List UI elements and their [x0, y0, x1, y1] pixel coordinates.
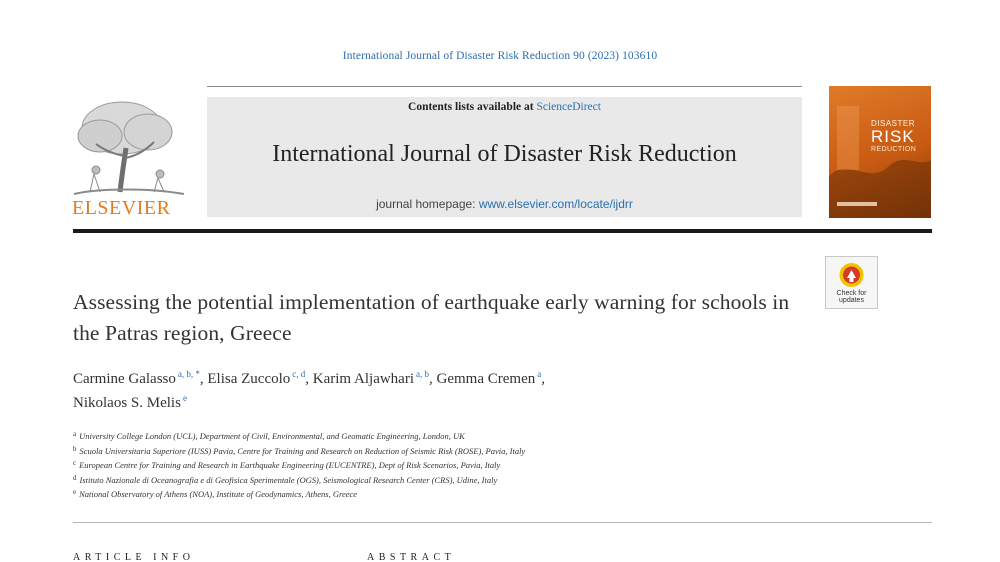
contents-line — [207, 101, 802, 113]
article-info-heading: ARTICLE INFO — [73, 552, 195, 562]
affiliation-text: National Observatory of Athens (NOA), Institute of Geodynamics, Athens, Greece — [79, 489, 358, 499]
affiliation-text: Istituto Nazionale di Oceanografia e di Geofisica Sperimentale (OGS), Seismological Research Center (CRS), Udine, Italy — [79, 474, 498, 485]
affiliation-mark: c — [73, 459, 77, 467]
journal-homepage-link[interactable]: www.elsevier.com/locate/ijdrr — [478, 197, 633, 211]
affiliation-item — [73, 429, 893, 444]
affiliation-mark: d — [73, 473, 77, 482]
article-title: Assessing the potential implementation of earthquake early warning for schools in the Patras region, Greece — [73, 290, 790, 345]
affiliation-item — [73, 458, 893, 473]
affiliation-text: Scuola Universitaria Superiore (IUSS) Pavia, Centre for Training and Research on Reduction of Seismic Risk (ROSE), Pavia, Italy — [79, 445, 526, 456]
author-affiliation-marks[interactable]: c, d — [292, 369, 306, 379]
cover-title-line1: DISASTER — [871, 119, 916, 128]
journal-name: International Journal of Disaster Risk Reduction — [272, 141, 737, 167]
homepage-prefix: journal homepage: — [376, 197, 479, 211]
affiliation-text: University College London (UCL), Department of Civil, Environmental, and Geomatic Engineering, London, UK — [79, 431, 465, 441]
sciencedirect-link[interactable]: ScienceDirect — [536, 101, 601, 113]
author-list: Carmine Galasso $^{a, b, *}$, Elisa Zuccolo $^{c, d}$, Karim Aljawhari $^{a, b}$, Gemma Cremen $^a$, Nikolaos S. Melis $^e$ — [73, 369, 545, 411]
abstract-heading: ABSTRACT — [367, 552, 456, 562]
section-divider — [73, 522, 932, 523]
affiliation-mark: a — [73, 430, 77, 438]
affiliation-mark: e — [73, 488, 77, 496]
check-updates-line2: updates — [839, 297, 864, 304]
affiliation-item — [73, 487, 893, 502]
check-updates-label — [826, 290, 877, 304]
check-updates-icon — [826, 259, 877, 291]
cover-title-line2: RISK — [871, 127, 915, 146]
check-for-updates-button[interactable] — [825, 256, 878, 309]
publisher-wordmark: ELSEVIER — [72, 197, 171, 219]
author-name[interactable]: Elisa Zuccolo — [207, 371, 291, 387]
affiliation-text: European Centre for Training and Research in Earthquake Engineering (EUCENTRE), Dept of Risk Scenarios, Pavia, Italy — [79, 460, 501, 470]
affiliation-item — [73, 444, 893, 459]
contents-prefix: Contents lists available at — [408, 101, 537, 113]
author-name[interactable]: Gemma Cremen — [436, 371, 536, 387]
affiliation-item — [73, 473, 893, 488]
affiliation-list — [73, 429, 893, 502]
journal-citation: International Journal of Disaster Risk Reduction 90 (2023) 103610 — [342, 50, 658, 62]
author-affiliation-marks[interactable]: e — [182, 393, 187, 403]
author-affiliation-marks[interactable]: a, b, * — [177, 369, 200, 379]
author-name[interactable]: Carmine Galasso — [73, 371, 176, 387]
author-affiliation-marks[interactable]: a — [537, 369, 542, 379]
author-name[interactable]: Karim Aljawhari — [312, 371, 415, 387]
author-affiliation-marks[interactable]: a, b — [416, 369, 430, 379]
header-divider — [207, 86, 802, 87]
author-name[interactable]: Nikolaos S. Melis — [73, 395, 181, 411]
journal-homepage-line — [207, 197, 802, 211]
masthead-thick-rule — [73, 229, 932, 233]
journal-cover-thumbnail[interactable] — [829, 86, 931, 218]
affiliation-mark: b — [73, 444, 77, 453]
journal-masthead — [207, 97, 802, 217]
cover-title-line3: REDUCTION — [871, 146, 917, 153]
check-updates-line1: Check for — [836, 290, 867, 297]
